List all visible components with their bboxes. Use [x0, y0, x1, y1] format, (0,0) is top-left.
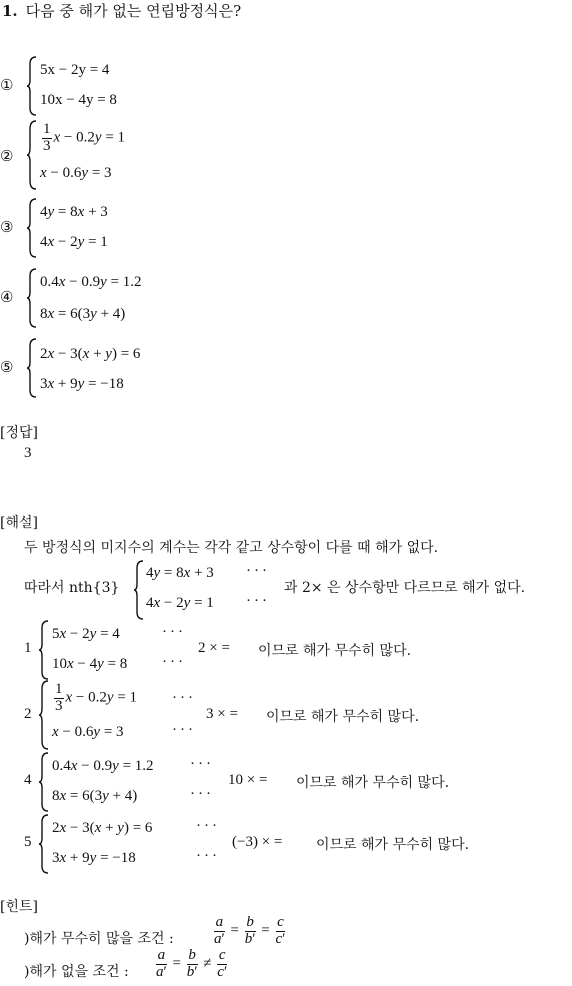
option-equation-2: 10x − 4y = 8 [40, 92, 117, 108]
explanation-equation-1: 4y = 8x + 3 [146, 565, 214, 581]
option-equation-2: 3x + 9y = −18 [40, 376, 124, 392]
option-marker: ③ [0, 218, 14, 236]
ellipsis: ··· [162, 654, 186, 670]
explanation-equation-2: 4x − 2y = 1 [146, 595, 214, 611]
case-number: 4 [24, 772, 32, 788]
ellipsis: ··· [246, 563, 270, 579]
ellipsis: ··· [246, 593, 270, 609]
question-number: 1. [2, 2, 18, 20]
option-equation-1: 4y = 8x + 3 [40, 204, 108, 220]
case-multiplier: (−3) × = [232, 834, 283, 850]
option-equation-1: $\frac{1}{3}$ x − 0.2y = 1 [43, 121, 126, 154]
option-equation-1: 0.4x − 0.9y = 1.2 [40, 274, 142, 290]
case-multiplier: 2 × = [198, 640, 230, 656]
left-brace-icon [38, 752, 50, 812]
option-marker: ⑤ [0, 358, 14, 376]
option-marker: ② [0, 147, 14, 165]
answer-value: 3 [24, 445, 32, 461]
left-brace-icon [38, 814, 50, 874]
option-equation-1: 2x − 3(x + y) = 6 [40, 346, 141, 362]
explanation-line-2-suffix: 과 2× 은 상수항만 다르므로 해가 없다. [284, 580, 526, 596]
left-brace-icon [26, 120, 38, 190]
ellipsis: ··· [196, 818, 220, 834]
question [2, 0, 241, 21]
case-number: 2 [24, 706, 32, 722]
hint-line-2-text: )해가 없을 조건 : [24, 964, 129, 980]
hint-line-1-text: )해가 무수히 많을 조건 : [24, 931, 174, 947]
case-conclusion: 이므로 해가 무수히 많다. [316, 837, 470, 853]
case-equation-1: 0.4x − 0.9y = 1.2 [52, 758, 154, 774]
ellipsis: ··· [172, 690, 196, 706]
case-equation-2: x − 0.6y = 3 [52, 724, 124, 740]
case-equation-2: 8x = 6(3y + 4) [52, 788, 138, 804]
explanation-line-2-prefix: 따라서 nth{3} [24, 580, 120, 596]
option-equation-1: 5x − 2y = 4 [40, 62, 110, 78]
case-conclusion: 이므로 해가 무수히 많다. [258, 643, 412, 659]
left-brace-icon [26, 56, 38, 116]
left-brace-icon [26, 268, 38, 328]
case-number: 1 [24, 640, 32, 656]
hint-formula-2: $\frac{a}{a'}$ = $\frac{b}{b'}$ ≠ $\frac{c}{c'}$ [156, 947, 228, 980]
option-equation-2: 4x − 2y = 1 [40, 234, 108, 250]
case-equation-1: 5x − 2y = 4 [52, 626, 120, 642]
left-brace-icon [38, 680, 50, 750]
hint-formula-1: $\frac{a}{a'}$ = $\frac{b}{b'}$ = $\frac{c}{c'}$ [214, 914, 286, 947]
case-equation-2: 10x − 4y = 8 [52, 656, 128, 672]
hint-header: [힌트] [0, 899, 38, 915]
case-multiplier: 10 × = [228, 772, 268, 788]
option-marker: ④ [0, 288, 14, 306]
left-brace-icon [26, 198, 38, 258]
ellipsis: ··· [196, 848, 220, 864]
case-equation-2: 3x + 9y = −18 [52, 850, 136, 866]
question-text: 다음 중 해가 없는 연립방정식은? [25, 2, 242, 20]
explanation-line-1: 두 방정식의 미지수의 계수는 각각 같고 상수항이 다를 때 해가 없다. [24, 540, 439, 556]
ellipsis: ··· [190, 786, 214, 802]
option-equation-2: x − 0.6y = 3 [40, 165, 112, 181]
case-multiplier: 3 × = [206, 706, 238, 722]
option-equation-2: 8x = 6(3y + 4) [40, 306, 126, 322]
case-equation-1: 2x − 3(x + y) = 6 [52, 820, 153, 836]
case-conclusion: 이므로 해가 무수히 많다. [266, 709, 420, 725]
explanation-header: [해설] [0, 515, 38, 531]
left-brace-icon [133, 560, 145, 620]
case-number: 5 [24, 834, 32, 850]
ellipsis: ··· [162, 624, 186, 640]
ellipsis: ··· [190, 756, 214, 772]
answer-header: [정답] [0, 425, 38, 441]
case-equation-1: $\frac{1}{3}$ x − 0.2y = 1 [55, 681, 138, 714]
left-brace-icon [38, 620, 50, 680]
ellipsis: ··· [172, 722, 196, 738]
left-brace-icon [26, 338, 38, 398]
case-conclusion: 이므로 해가 무수히 많다. [296, 775, 450, 791]
option-marker: ① [0, 76, 14, 94]
